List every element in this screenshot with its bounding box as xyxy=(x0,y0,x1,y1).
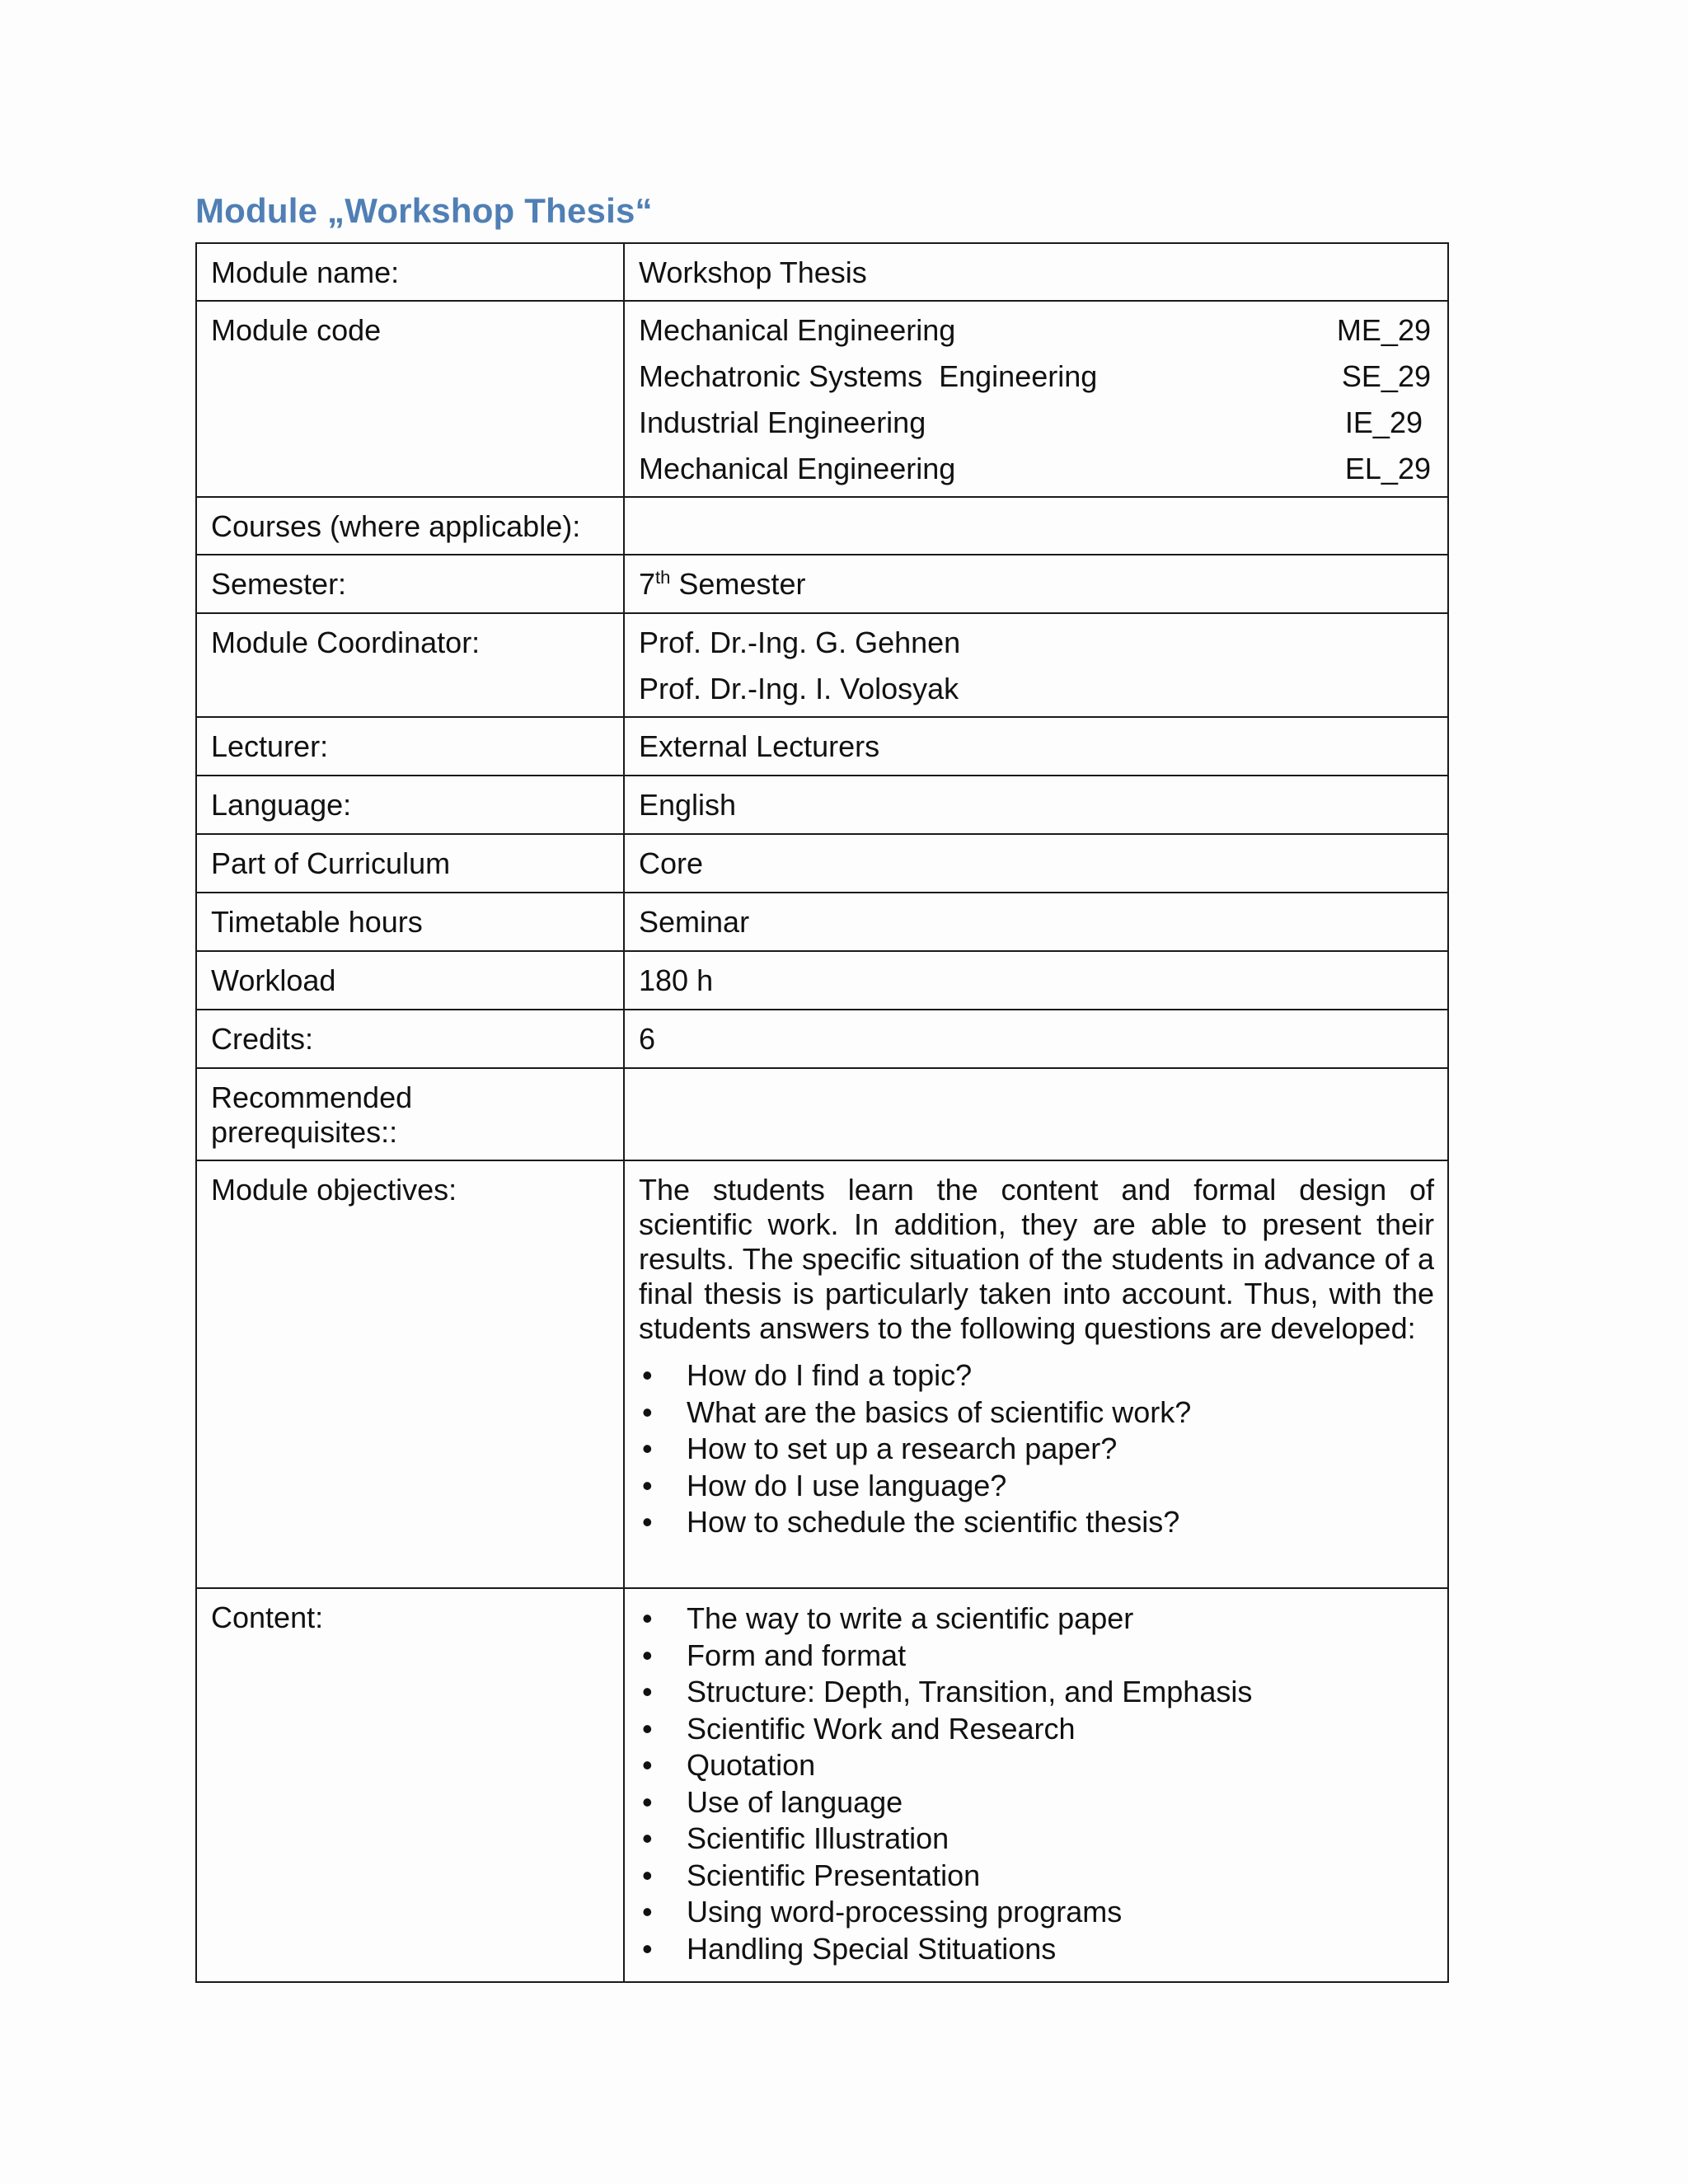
coordinator-label: Module Coordinator: xyxy=(196,613,624,717)
language-label: Language: xyxy=(196,776,624,834)
lecturer-value: External Lecturers xyxy=(624,717,1448,776)
bullet-icon: • xyxy=(642,1821,653,1855)
semester-text: Semester xyxy=(670,567,806,601)
content-list xyxy=(639,1601,1434,1967)
table-row xyxy=(196,555,1448,613)
table-row xyxy=(196,1160,1448,1588)
list-item: • How to set up a research paper? xyxy=(639,1431,1434,1468)
list-item: • Scientific Presentation xyxy=(639,1858,1434,1895)
objectives-text: The students learn the content and formal design of scientific work. In addition, they are able to present their results. The specific situation of the students in advance of a final thesis is particularly taken into account. Thus, with the students answers to the following questions are developed: xyxy=(639,1173,1434,1345)
list-item: • Scientific Work and Research xyxy=(639,1711,1434,1748)
courses-label: Courses (where applicable): xyxy=(196,497,624,555)
credits-value: 6 xyxy=(624,1010,1448,1068)
program-code: ME_29 xyxy=(1336,313,1431,347)
content-label: Content: xyxy=(196,1588,624,1982)
bullet-icon: • xyxy=(642,1505,653,1539)
timetable-label: Timetable hours xyxy=(196,893,624,951)
bullet-icon: • xyxy=(642,1601,653,1635)
module-name-label: Module name: xyxy=(196,243,624,301)
table-row xyxy=(196,1588,1448,1982)
prerequisites-label xyxy=(196,1068,624,1160)
list-item: • How do I use language? xyxy=(639,1468,1434,1505)
bullet-icon: • xyxy=(642,1711,653,1746)
objectives-value xyxy=(624,1160,1448,1588)
table-row xyxy=(196,1010,1448,1068)
table-row xyxy=(196,951,1448,1010)
list-item: • Structure: Depth, Transition, and Emphasis xyxy=(639,1674,1434,1711)
module-code-entry xyxy=(639,359,1434,405)
semester-value xyxy=(624,555,1448,613)
prerequisites-value xyxy=(624,1068,1448,1160)
coordinator-value xyxy=(624,613,1448,717)
table-row xyxy=(196,301,1448,497)
objectives-question-list xyxy=(639,1357,1434,1541)
program-name: Mechatronic Systems Engineering xyxy=(639,359,1098,393)
module-code-label: Module code xyxy=(196,301,624,497)
bullet-icon: • xyxy=(642,1895,653,1929)
list-item: • The way to write a scientific paper xyxy=(639,1601,1434,1638)
table-row xyxy=(196,243,1448,301)
module-code-entry xyxy=(639,405,1434,452)
module-table xyxy=(195,242,1449,1983)
program-name: Mechanical Engineering xyxy=(639,452,956,485)
table-row xyxy=(196,834,1448,893)
coordinator-name: Prof. Dr.-Ing. I. Volosyak xyxy=(639,672,959,705)
lecturer-label: Lecturer: xyxy=(196,717,624,776)
curriculum-label: Part of Curriculum xyxy=(196,834,624,893)
objectives-label: Module objectives: xyxy=(196,1160,624,1588)
bullet-icon: • xyxy=(642,1394,653,1429)
list-item: • How to schedule the scientific thesis? xyxy=(639,1504,1434,1541)
bullet-icon: • xyxy=(642,1638,653,1672)
list-item: • Form and format xyxy=(639,1638,1434,1675)
semester-number: 7 xyxy=(639,567,656,601)
timetable-value: Seminar xyxy=(624,893,1448,951)
table-row xyxy=(196,613,1448,717)
list-item: • Using word-processing programs xyxy=(639,1894,1434,1931)
bullet-icon: • xyxy=(642,1468,653,1502)
program-code: EL_29 xyxy=(1344,452,1431,485)
bullet-icon: • xyxy=(642,1858,653,1892)
list-item: • Handling Special Stituations xyxy=(639,1931,1434,1968)
prerequisites-label-line: prerequisites:: xyxy=(211,1115,398,1149)
prerequisites-label-line: Recommended xyxy=(211,1080,413,1114)
language-value: English xyxy=(624,776,1448,834)
page-title: Module „Workshop Thesis“ xyxy=(195,191,653,230)
table-row xyxy=(196,1068,1448,1160)
module-name-value: Workshop Thesis xyxy=(624,243,1448,301)
bullet-icon: • xyxy=(642,1931,653,1966)
list-item: • Scientific Illustration xyxy=(639,1821,1434,1858)
bullet-icon: • xyxy=(642,1432,653,1465)
module-code-entry xyxy=(639,452,1434,486)
program-code: SE_29 xyxy=(1341,359,1431,393)
list-item: • How do I find a topic? xyxy=(639,1357,1434,1394)
list-item: • Use of language xyxy=(639,1784,1434,1821)
curriculum-value: Core xyxy=(624,834,1448,893)
content-value xyxy=(624,1588,1448,1982)
program-code: IE_29 xyxy=(1344,405,1423,439)
program-name: Industrial Engineering xyxy=(639,405,926,439)
bullet-icon: • xyxy=(642,1748,653,1782)
workload-value: 180 h xyxy=(624,951,1448,1010)
list-item: • What are the basics of scientific work? xyxy=(639,1394,1434,1432)
table-row xyxy=(196,497,1448,555)
list-item: • Quotation xyxy=(639,1747,1434,1784)
module-code-entry xyxy=(639,313,1434,359)
coordinator-name: Prof. Dr.-Ing. G. Gehnen xyxy=(639,626,961,659)
bullet-icon: • xyxy=(642,1358,653,1392)
semester-suffix: th xyxy=(655,567,671,588)
semester-label: Semester: xyxy=(196,555,624,613)
workload-label: Workload xyxy=(196,951,624,1010)
bullet-icon: • xyxy=(642,1784,653,1819)
program-name: Mechanical Engineering xyxy=(639,313,956,347)
table-row xyxy=(196,776,1448,834)
table-row xyxy=(196,893,1448,951)
credits-label: Credits: xyxy=(196,1010,624,1068)
table-row xyxy=(196,717,1448,776)
bullet-icon: • xyxy=(642,1675,653,1708)
courses-value xyxy=(624,497,1448,555)
module-code-list xyxy=(624,301,1448,497)
